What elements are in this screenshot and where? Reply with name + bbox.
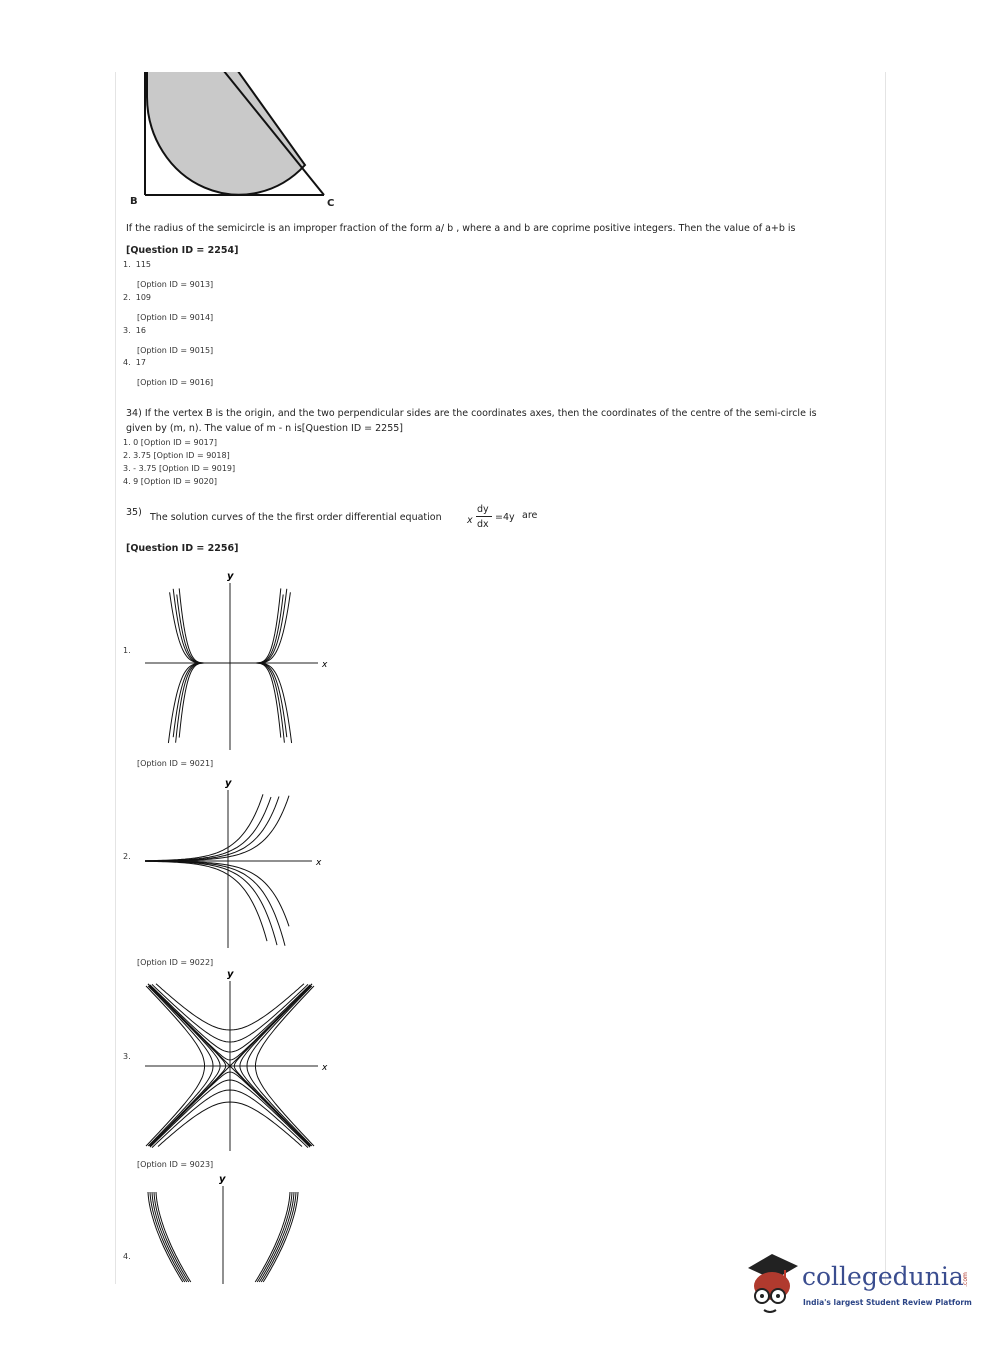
q33-option-4[interactable] (123, 358, 146, 367)
option-text: 17 (135, 358, 146, 367)
x-axis-label: x (322, 660, 328, 670)
q34-option-3[interactable]: 3. - 3.75 [Option ID = 9019] (123, 464, 236, 473)
vertex-label-b: B (130, 196, 138, 207)
option-number: 2. (123, 293, 131, 302)
solution-curve (176, 663, 208, 743)
q33-option-2[interactable] (123, 293, 151, 302)
fraction-bar (476, 516, 492, 517)
q33-option-3[interactable] (123, 326, 146, 335)
y-axis-label: y (219, 1174, 226, 1185)
option-number: 4. (123, 358, 131, 367)
y-axis-label: y (227, 969, 234, 980)
q34-text-line-2: given by (m, n). The value of m - n is[Question ID = 2255] (126, 423, 404, 434)
q35-eq-tail: are (522, 510, 538, 521)
solution-curve (177, 595, 208, 664)
q33-option-3-id: [Option ID = 9015] (137, 346, 214, 355)
solution-curve (252, 663, 284, 743)
mascot-logo-icon (740, 1250, 802, 1320)
q35-text: The solution curves of the the first order differential equation (150, 512, 442, 523)
solution-curve (145, 794, 263, 860)
page-frame-right (885, 72, 886, 1284)
x-axis-label: x (316, 858, 322, 868)
q34-option-1[interactable]: 1. 0 [Option ID = 9017] (123, 438, 217, 447)
q35-eq-numerator: dy (477, 504, 489, 515)
y-axis-label: y (227, 571, 234, 582)
solution-curve (145, 797, 271, 861)
q33-option-2-id: [Option ID = 9014] (137, 313, 214, 322)
q34-option-4[interactable]: 4. 9 [Option ID = 9020] (123, 477, 217, 486)
q35-option-1-graph[interactable] (140, 568, 340, 753)
option-number: 3. (123, 326, 131, 335)
page-frame-left (115, 72, 116, 1284)
q35-option-1-number[interactable]: 1. (123, 646, 131, 655)
q35-option-4-graph[interactable] (140, 1172, 320, 1284)
q35-option-2-graph[interactable] (140, 770, 340, 950)
q34-text-line-1: 34) If the vertex B is the origin, and the two perpendicular sides are the coordinates axes, then the coordinates of the centre of the semi-circle is (126, 408, 817, 419)
q35-option-1-id: [Option ID = 9021] (137, 759, 214, 768)
y-axis-label: y (225, 778, 232, 789)
x-axis-label: x (322, 1063, 328, 1073)
q33-option-4-id: [Option ID = 9016] (137, 378, 214, 387)
triangle-semicircle-figure (0, 0, 1001, 210)
brand-dotcom: .com (961, 1272, 969, 1287)
solution-curve (145, 861, 285, 946)
solution-curve (252, 595, 283, 664)
q35-eq-rhs: =4y (495, 512, 515, 523)
q35-option-4-number[interactable]: 4. (123, 1252, 131, 1261)
option-number: 1. (123, 260, 131, 269)
q34-option-2[interactable]: 2. 3.75 [Option ID = 9018] (123, 451, 230, 460)
brand-tagline: India's largest Student Review Platform (803, 1298, 972, 1307)
q35-question-id: [Question ID = 2256] (126, 543, 239, 554)
solution-curve (145, 861, 267, 941)
q33-text: If the radius of the semicircle is an improper fraction of the form a/ b , where a and b are coprime positive integers. Then the value of a+b is (126, 223, 796, 234)
q33-question-id: [Question ID = 2254] (126, 245, 239, 256)
option-text: 16 (135, 326, 146, 335)
q35-option-2-id: [Option ID = 9022] (137, 958, 214, 967)
q35-option-3-id: [Option ID = 9023] (137, 1160, 214, 1169)
q35-eq-denominator: dx (477, 519, 489, 530)
q33-option-1-id: [Option ID = 9013] (137, 280, 214, 289)
option-text: 115 (135, 260, 152, 269)
option-text: 109 (135, 293, 152, 302)
solution-curve (145, 861, 277, 945)
q33-option-1[interactable] (123, 260, 151, 269)
brand-name[interactable]: collegedunia (802, 1262, 964, 1291)
q35-option-3-graph[interactable] (140, 963, 340, 1158)
q35-option-2-number[interactable]: 2. (123, 852, 131, 861)
vertex-label-c: C (327, 198, 335, 209)
q35-number: 35) (126, 507, 142, 518)
q35-eq-x: x (467, 515, 473, 526)
q35-option-3-number[interactable]: 3. (123, 1052, 131, 1061)
